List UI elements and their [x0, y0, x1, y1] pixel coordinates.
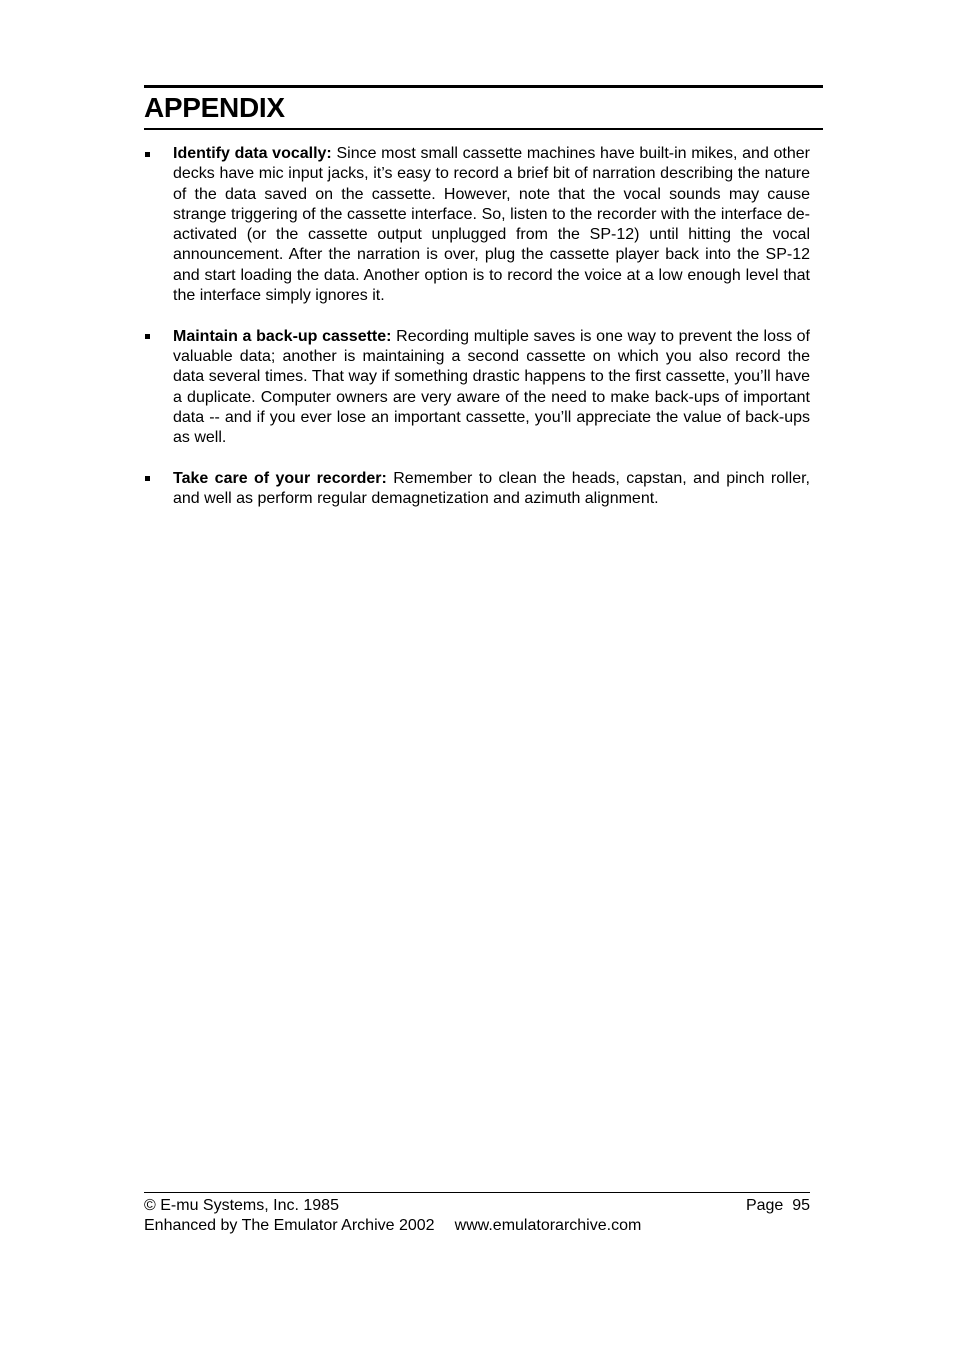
square-bullet-icon: [145, 152, 150, 157]
footer-rule: [144, 1192, 810, 1193]
bullet-text: Since most small cassette machines have built-in mikes, and other decks have mic input jacks, it’s easy to record a brief bit of narration describing the nature of the data saved on the cassette. However, note that the vocal sounds may cause strange triggering of the cassette interface. So, listen to the recorder with the interface de-activated (or the cassette output unplugged from the SP-12) until hitting the vocal announcement. After the narration is over, plug the cassette player back into the SP-12 and start loading the data. Another option is to record the voice at a low enough level that the interface simply ignores it.: [173, 145, 811, 305]
square-bullet-icon: [145, 476, 150, 481]
bullet-lead: Take care of your recorder:: [173, 469, 387, 487]
footer-enhanced-credit: Enhanced by The Emulator Archive 2002: [144, 1217, 435, 1234]
bullet-item-recorder-care: [144, 469, 810, 510]
footer-copyright: © E-mu Systems, Inc. 1985: [144, 1197, 339, 1214]
bullet-lead: Maintain a back-up cassette:: [173, 327, 392, 345]
footer-row-credits: [144, 1216, 810, 1236]
square-bullet-icon: [145, 334, 150, 339]
footer-url: www.emulatorarchive.com: [454, 1217, 642, 1234]
footer: [144, 1196, 810, 1236]
bullet-item-backup-cassette: [144, 327, 810, 449]
bullet-list: [144, 144, 810, 530]
header-rule-top: [144, 85, 823, 88]
page-title: APPENDIX: [144, 92, 285, 123]
footer-row-copyright: [144, 1196, 810, 1216]
bullet-lead: Identify data vocally:: [173, 145, 332, 162]
bullet-text: Remember to clean the heads, capstan, and pinch roller, and well as perform regular demagnetization and azimuth alignment.: [173, 469, 810, 508]
footer-page-number: Page 95: [745, 1197, 810, 1214]
bullet-text: Recording multiple saves is one way to prevent the loss of valuable data; another is maintaining a second cassette on which you also record the data several times. That way if something drastic happens to the first cassette, you’ll have a duplicate. Computer owners are very aware of the need to make back-ups of important data -- and if you ever lose an important cassette, you’ll appreciate the value of back-ups as well.: [173, 327, 811, 447]
header-rule-bottom: [144, 128, 823, 130]
bullet-item-identify-data: [144, 144, 810, 306]
